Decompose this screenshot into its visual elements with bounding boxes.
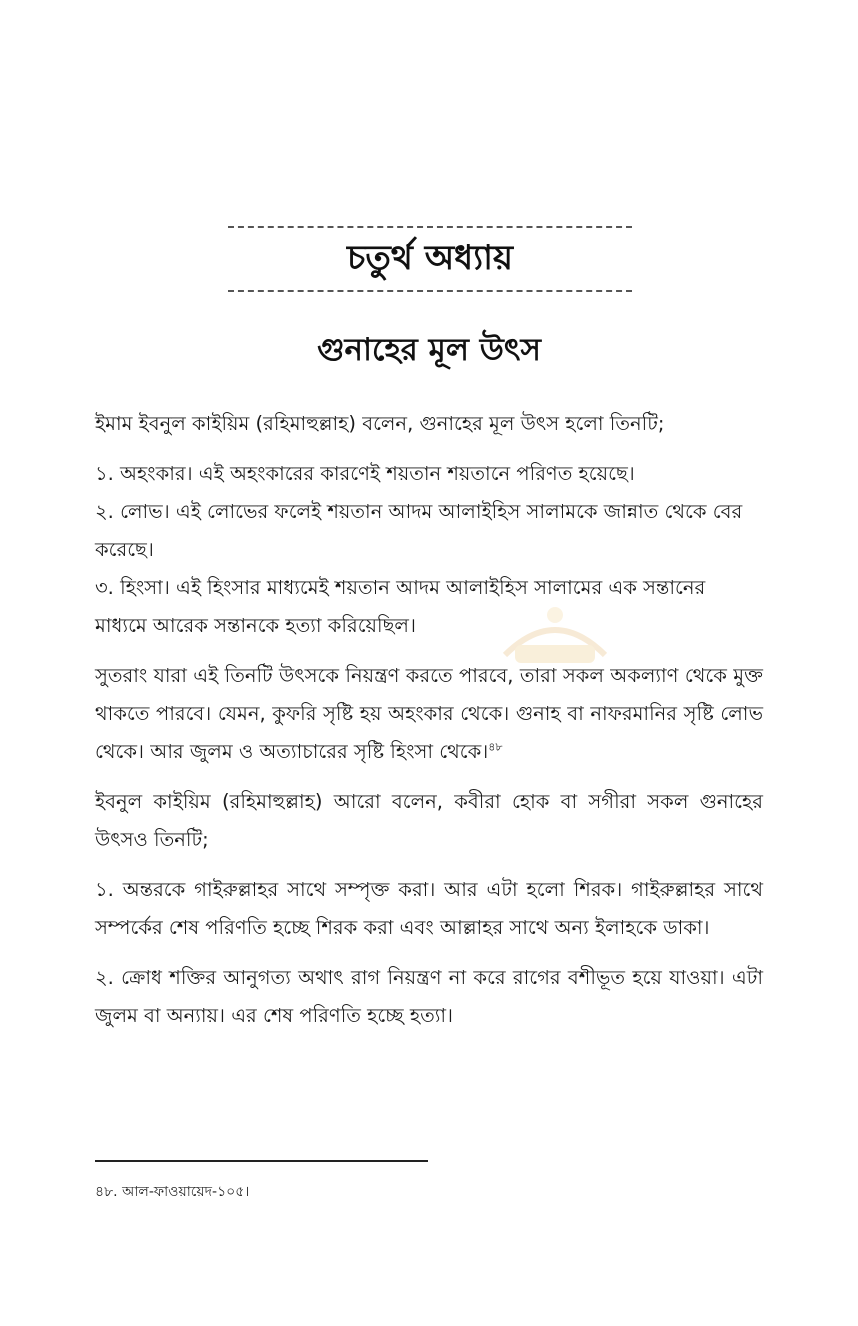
footnote: ৪৮. আল-ফাওয়ায়েদ-১০৫। — [95, 1184, 250, 1200]
control-paragraph-text: সুতরাং যারা এই তিনটি উৎসকে নিয়ন্ত্রণ করতে পারবে, তারা সকল অকল্যাণ থেকে মুক্ত থাকতে পারবে। যেমন, কুফরি সৃষ্টি হয় অহংকার থেকে। গুনাহ বা নাফরমানির সৃষ্টি লোভ থেকে। আর জুলম ও অত্যাচারের সৃষ্টি হিংসা থেকে। — [95, 664, 763, 763]
list-item: ২. ক্রোধ শক্তির আনুগত্য অথাৎ রাগ নিয়ন্ত্রণ না করে রাগের বশীভূত হয়ে যাওয়া। এটা জুলম বা অন্যায়। এর শেষ পরিণতি হচ্ছে হত্যা। — [95, 966, 763, 1027]
top-dashed-divider — [228, 226, 632, 228]
chapter-heading-block — [228, 226, 632, 292]
bottom-dashed-divider — [228, 290, 632, 292]
footnote-divider — [95, 1160, 428, 1162]
list-item: ১. অহংকার। এই অহংকারের কারণেই শয়তান শয়তানে পরিণত হয়েছে। — [95, 462, 635, 485]
list-item: ২. লোভ। এই লোভের ফলেই শয়তান আদম আলাইহিস সালামকে জান্নাত থেকে বের করেছে। — [95, 500, 743, 561]
control-paragraph — [95, 657, 763, 771]
second-intro-paragraph: ইবনুল কাইয়িম (রহিমাহুল্লাহ) আরো বলেন, কবীরা হোক বা সগীরা সকল গুনাহের উৎসও তিনটি; — [95, 790, 763, 851]
sources-list-1 — [95, 455, 763, 645]
list-item: ৩. হিংসা। এই হিংসার মাধ্যমেই শয়তান আদম আলাইহিস সালামের এক সন্তানের মাধ্যমে আরেক সন্তানকে হত্যা করিয়েছিল। — [95, 576, 706, 637]
list-item: ১. অন্তরকে গাইরুল্লাহর সাথে সম্পৃক্ত করা। আর এটা হলো শিরক। গাইরুল্লাহর সাথে সম্পর্কের শেষ পরিণতি হচ্ছে শিরক করা এবং আল্লাহর সাথে অন্য ইলাহকে ডাকা। — [95, 878, 763, 939]
intro-paragraph: ইমাম ইবনুল কাইয়িম (রহিমাহুল্লাহ) বলেন, গুনাহের মূল উৎস হলো তিনটি; — [95, 412, 665, 435]
footnote-reference[interactable]: ৪৮ — [488, 740, 503, 754]
body-text — [95, 405, 763, 1047]
chapter-title: চতুর্থ অধ্যায় — [347, 238, 513, 278]
section-title: গুনাহের মূল উৎস — [317, 332, 541, 368]
